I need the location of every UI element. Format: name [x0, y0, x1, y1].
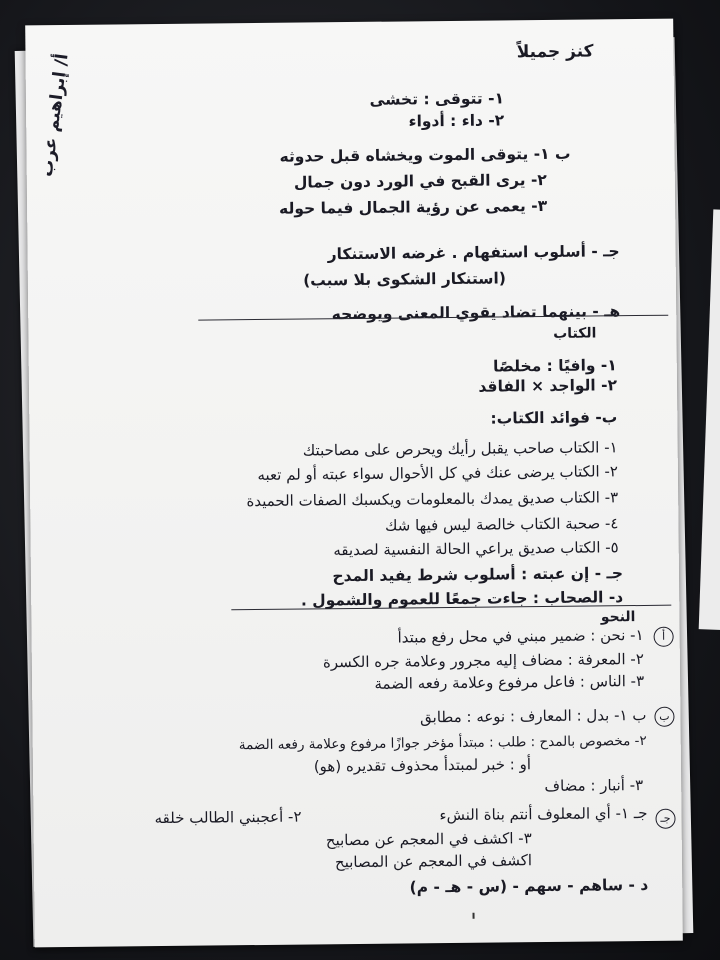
answer-line: ب ١- يتوقى الموت ويخشاه قبل حدوثه: [279, 144, 571, 166]
answer-line: ٤- صحبة الكتاب خالصة ليس فيها شك: [384, 514, 619, 535]
answer-line: جـ ١- أي المعلوف أنتم بناة النشء: [439, 803, 648, 825]
answer-line: هـ - بينهما تضاد يقوي المعنى ويوضحه: [331, 302, 621, 324]
section-title-grammar: النحو: [600, 609, 636, 626]
answer-line: ٢- مخصوص بالمدح : طلب : مبتدأ مؤخر جوازًا مرفوع وعلامة رفعه الضمة: [238, 732, 647, 754]
answer-line: ٣- يعمى عن رؤية الجمال فيما حوله: [279, 196, 548, 218]
answer-line: ٥- الكتاب صديق يراعي الحالة النفسية لصديقه: [333, 538, 619, 560]
answer-line: ٢- الكتاب يرضى عنك في كل الأحوال سواء عبته أو لم تعبه: [257, 462, 618, 485]
answer-line: د- الصحاب : جاءت جمعًا للعموم والشمول .: [300, 588, 624, 610]
circled-label: أ: [654, 627, 674, 647]
answer-line: ١- الكتاب صاحب يقبل رأيك ويحرص على مصاحبتك: [302, 438, 618, 460]
answer-line: أو : خبر لمبتدأ محذوف تقديره (هو): [313, 755, 532, 776]
answer-line: ٢- داء : أدواء: [408, 111, 505, 131]
answer-line: ٢- المعرفة : مضاف إليه مجرور وعلامة جره الكسرة: [322, 649, 644, 672]
margin-signature: أ/ إبراهيم عرب: [36, 52, 73, 178]
handwritten-answer-sheet: [25, 19, 683, 948]
answer-line: ب- فوائد الكتاب:: [490, 408, 618, 428]
answer-line: ٢- يرى القبح في الورد دون جمال: [293, 170, 547, 192]
answer-line: ١- وافيًا : مخلصًا: [492, 356, 617, 376]
answer-line: ٣- الناس : فاعل مرفوع وعلامة رفعه الضمة: [374, 671, 645, 693]
circled-label: ب: [654, 707, 674, 727]
page-heading: كنز جميلاً: [516, 41, 594, 63]
pen-mark: [473, 913, 475, 919]
answer-line: ٢- الواجد × الفاقد: [478, 376, 618, 396]
answer-line: ٢- أعجبني الطالب خلقه: [154, 807, 302, 828]
circled-label: جـ: [655, 809, 675, 829]
answer-line: د - ساهم - سهم - (س - هـ - م): [409, 875, 649, 897]
answer-line: ٣- الكتاب صديق يمدك بالمعلومات ويكسبك الصفات الحميدة: [246, 488, 619, 511]
answer-line: ب ١- بدل : المعارف : نوعه : مطابق: [419, 705, 647, 727]
answer-line: جـ - أسلوب استفهام . غرضه الاستنكار: [327, 242, 620, 264]
answer-line: ١- نحن : ضمير مبني في محل رفع مبتدأ: [397, 625, 644, 647]
answer-line: (استنكار الشكوى بلا سبب): [303, 269, 506, 290]
answer-line: ٣- اكشف في المعجم عن مصابيح: [325, 829, 532, 850]
answer-line: اكشف في المعجم عن المصابيح: [334, 851, 533, 872]
section-title-book: الكتاب: [553, 325, 597, 342]
answer-line: ٣- أنبار : مضاف: [544, 775, 644, 796]
answer-line: ١- تتوقى : تخشى: [369, 89, 505, 109]
answer-line: جـ - إن عبته : أسلوب شرط يفيد المدح: [332, 564, 624, 586]
